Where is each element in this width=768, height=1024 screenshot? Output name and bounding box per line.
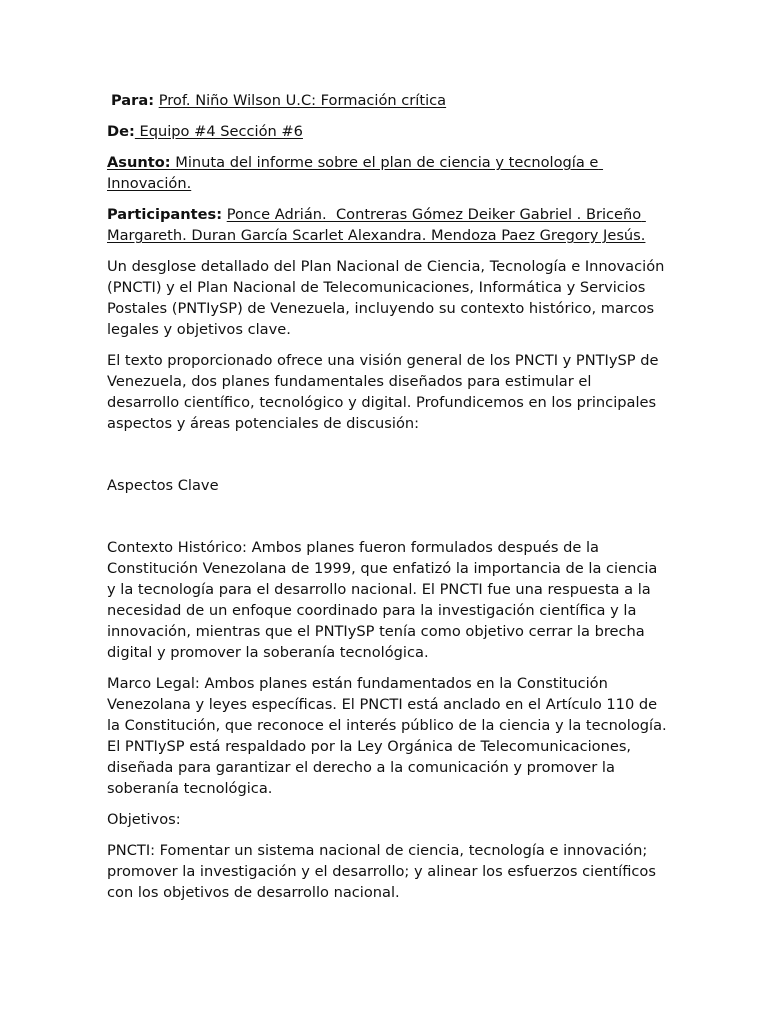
marco-legal-paragraph: Marco Legal: Ambos planes están fundamentados en la Constitución Venezolana y leyes específicas. El PNCTI está anclado en el Artículo 110 de la Constitución, que reconoce el interés público de la ciencia y la tecnología. El PNTIySP está respaldado por la Ley Orgánica de Telecomunicaciones, diseñada para garantizar el derecho a la comunicación y promover la soberanía tecnológica. <box>107 675 667 797</box>
participantes-value: Ponce Adrián. Contreras Gómez Deiker Gabriel . Briceño Margareth. Duran García Scarlet Alexandra. Mendoza Paez Gregory Jesús. <box>107 206 646 244</box>
document-content <box>107 90 667 913</box>
intro-paragraph-1: Un desglose detallado del Plan Nacional de Ciencia, Tecnología e Innovación (PNCTI) y el Plan Nacional de Telecomunicaciones, Informática y Servicios Postales (PNTIySP) de Venezuela, incluyendo su contexto histórico, marcos legales y objetivos clave. <box>107 258 665 338</box>
objetivos-label: Objetivos: <box>107 811 181 828</box>
memo-para-line <box>107 90 667 111</box>
pncti-objective-paragraph: PNCTI: Fomentar un sistema nacional de ciencia, tecnología e innovación; promover la investigación y el desarrollo; y alinear los esfuerzos científicos con los objetivos de desarrollo nacional. <box>107 842 656 901</box>
para-label: Para: <box>111 92 155 109</box>
section-heading: Aspectos Clave <box>107 477 219 494</box>
de-label: De: <box>107 123 135 140</box>
asunto-label: Asunto: <box>107 154 171 171</box>
memo-asunto-line <box>107 152 667 194</box>
intro-paragraph-2: El texto proporcionado ofrece una visión general de los PNCTI y PNTIySP de Venezuela, dos planes fundamentales diseñados para estimular el desarrollo científico, tecnológico y digital. Profundicemos en los principales aspectos y áreas potenciales de discusión: <box>107 352 659 432</box>
de-value: Equipo #4 Sección #6 <box>134 123 303 140</box>
spacer <box>107 444 667 475</box>
participantes-label: Participantes: <box>107 206 223 223</box>
memo-participantes-line <box>107 204 667 246</box>
memo-de-line <box>107 121 667 142</box>
spacer <box>107 506 667 537</box>
asunto-value: Minuta del informe sobre el plan de ciencia y tecnología e Innovación. <box>107 154 604 192</box>
contexto-paragraph: Contexto Histórico: Ambos planes fueron formulados después de la Constitución Venezolana de 1999, que enfatizó la importancia de la ciencia y la tecnología para el desarrollo nacional. El PNCTI fue una respuesta a la necesidad de un enfoque coordinado para la investigación científica y la innovación, mientras que el PNTIySP tenía como objetivo cerrar la brecha digital y promover la soberanía tecnológica. <box>107 539 658 661</box>
para-value: Prof. Niño Wilson U.C: Formación crítica <box>158 92 447 109</box>
